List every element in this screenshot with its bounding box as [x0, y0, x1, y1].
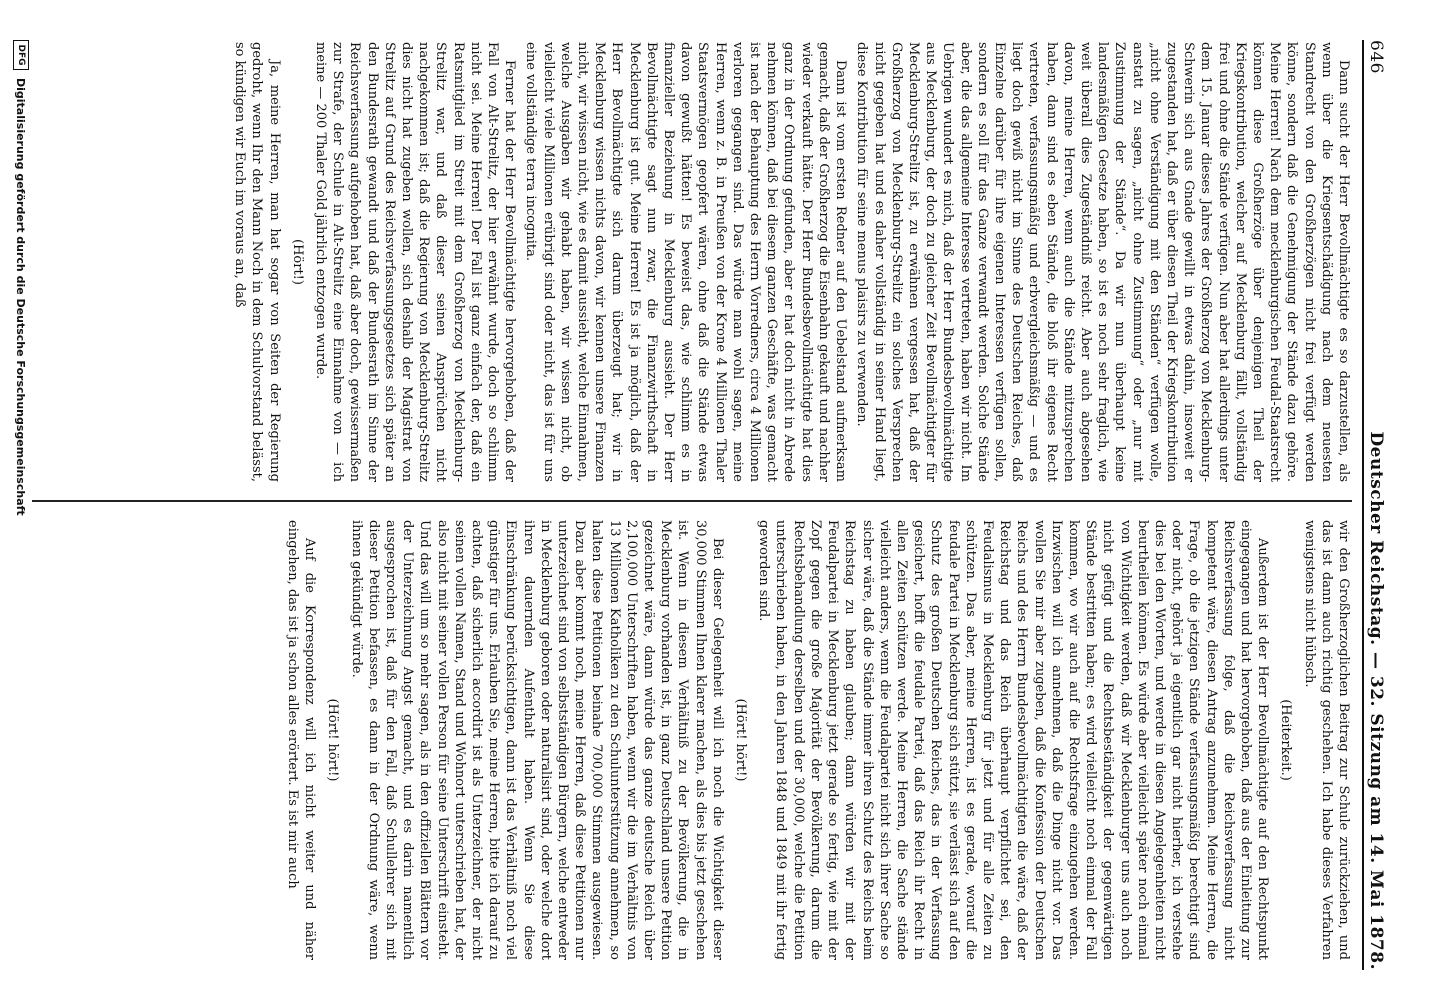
page-number: 646 [1366, 40, 1386, 74]
dfg-logo-icon: DFG [13, 40, 29, 70]
right-column [22, 520, 1352, 960]
paragraph: Dann ist vom ersten Redner auf den Uebelstand aufmerksam gemacht, daß der Großherzog die Eisenbahn gekauft und nachher wieder verkauft hätte. Der Herr Bundesbevollmächtigte hat dies ganz in der Ordnung gefunden, aber er hat doch nicht in Abrede nehmen können, daß bei diesem ganzen Geschäfte, was gemacht ist nach der Behauptung des Herrn Vorredners, circa 4 Millionen verloren gegangen sind. Das würde man wohl sagen, meine Herren, wenn z. B. in Preußen von der Krone 4 Millionen Thaler Staatsvermögen geopfert wären, ohne daß die Stände etwas davon gewußt hätten! Es beweist das, wie schlimm es in finanzieller Beziehung in Mecklenburg aussieht. Der Herr Bevollmächtigte sagt nun zwar, die Finanzwirthschaft in Mecklenburg ist gut. Meine Herren! Es ist ja möglich, daß der Herr Bevollmächtigte sich darum überzeugt hat; wir in Mecklenburg wissen nichts davon, wir kennen unsere Finanzen nicht, wir wissen nicht, wie es damit aussieht, welche Einnahmen, welche Ausgaben wir gehabt haben, wir wissen nicht, ob vielleicht viele Millionen erübrigt sind oder nicht, das ist für uns eine vollständige terra incognita. [523, 42, 849, 482]
left-column [22, 42, 1352, 482]
paragraph: Auf die Korrespondenz will ich nicht weiter und näher eingehen, das ist ja schon alles erörtert. Es ist mir auch [285, 520, 318, 960]
paragraph: Bei dieser Gelegenheit will ich noch die Wichtigkeit dieser 30,000 Stimmen Ihnen klarer machen, als dies bis jetzt geschehen ist. Wenn in diesem Verhältniß zu der Bevölkerung, die in Mecklenburg vorhanden ist, in ganz Deutschland unsere Petition gezeichnet wäre, dann würde das ganze deutsche Reich über 2,100,000 Unterschriften haben, wenn wir die im Verhältnis von 13 Millionen Katholiken zu den Schulunterstützung annehmen, so halten diese Petitionen beinahe 700,000 Stimmen ausgewiesen. Dazu aber kommt noch, meine Herren, daß diese Petitionen nur unterzeichnet sind von selbstständigen Bürgern, welche entweder in Mecklenburg geboren oder naturalisirt sind, oder welche dort ihren dauernden Aufenthalt haben. Wenn Sie diese Einschränkung berücksichtigen, dann ist das Verhältniß noch viel günstiger für uns. Erlauben Sie, meine Herren, bitte ich darauf zu achten, daß sicherlich accordirt ist als Unterzeichner, der nicht seinen vollen Namen, Stand und Wohnort unterschrieben hat, der also nicht mit seiner vollen Person für seine Unterschrift einsteht. Und das will um so mehr sagen, als in den offiziellen Blättern vor der Unterzeichnung Angst gemacht, und es darin namentlich ausgesprochen ist, daß für den Fall, daß Schullehrer sich mit dieser Petition befassen, es dann in der Ordnung wäre, wenn ihnen gekündigt würde. [348, 520, 725, 960]
interjection: (Hört!) [289, 239, 305, 285]
interjection: (Hört! hört!) [733, 698, 749, 782]
paragraph: wir den Großherzoglichen Beitrag zur Schule zurückziehen, und das ist dann auch richtig geschehen. Ich habe dieses Verfahren wenigstens nicht hübsch. [1301, 520, 1351, 960]
interjection: (Hört! hört!) [325, 698, 341, 782]
credit-text: Digitalisierung gefördert durch die Deutsche Forschungsgemeinschaft [14, 78, 28, 516]
column-divider [32, 500, 1352, 502]
interjection: (Heiterkeit.) [1278, 699, 1294, 781]
footer-credit [10, 40, 32, 970]
page-header [1362, 40, 1392, 970]
paragraph: Ja, meine Herren, man hat sogar von Seiten der Regierung gedroht, wenn Ihr den Mann Noch in dem Schulvorstand belässt, so kündigen wir Euch im voraus an, daß [232, 42, 282, 482]
paragraph: Außerdem ist der Herr Bevollmächtigte auf den Rechtspunkt eingegangen und hat hervorgehoben, daß aus der Einleitung zur Reichsverfassung folge, daß die Reichsverfassung nicht kompetent wäre, diesen Antrag anzunehmen. Meine Herren, die Frage, ob die jetzigen Stände verfassungsmäßig berechtigt sind oder nicht, gehört ja eigentlich gar nicht hierher, ich verstehe dies bei den Worten, und werde in diesen Angelegenheiten nicht beurtheilen können. Es würde aber vielleicht später noch einmal von Wichtigkeit werden, daß wir Mecklenburger uns auch noch nicht gefügt und die Rechtsbeständigkeit der gegenwärtigen Stände bestritten haben; es wird vielleicht noch einmal der Fall kommen, wo wir auch auf die Rechtsfrage einzugehen werden. Inzwischen will ich annehmen, daß die Dinge nicht vor. Das wollen Sie mir aber zugeben, daß die Konfession der Deutschen Reichs und des Herrn Bundesbevollmächtigten die wäre, daß der Reichstag und das Reich überhaupt verpflichtet sei, den Feudalismus in Mecklenburg für jetzt und für alle Zeiten zu schützen. Das aber, meine Herren, ist es gerade, worauf die feudale Partei in Mecklenburg sich stützt, sie verlässt sich auf den Schutz des großen Deutschen Reiches, das in der Verfassung gesichert, hofft die feudale Partei, daß das Reich ihr Recht in allen Zeiten schützen werde. Meine Herren, die Sache stände vielleicht anders, wenn die Feudalpartei nicht sich ihrer Sache so sicher wäre, daß die Stände immer ihren Schutz des Reichs beim Reichstag zu haben glauben; dann würden wir mit der Feudalpartei in Mecklenburg jetzt gerade so fertig, wie mit der Zopf gegen die große Majorität der Bevölkerung, darum die Rechtsbehandlung derselben und der 30,000, welche die Petition unterschrieben haben, in den Jahren 1848 und 1849 mit ihr fertig geworden sind. [756, 520, 1271, 960]
page-title: Deutscher Reichstag. — 32. Sitzung am 14. Mai 1878. [1366, 431, 1386, 970]
paragraph: Ferner hat der Herr Bevollmächtigte hervorgehoben, daß der Fall von Alt-Strelitz, der hier erwähnt wurde, doch so schlimm nicht sei. Meine Herren! Der Fall ist ganz einfach der, daß ein Ratsmitglied im Streit mit dem Großherzog von Mecklenburg-Strelitz war, und daß dieser seinen Ansprüchen nicht nachgekommen ist; daß die Regierung von Mecklenburg-Strelitz dies nicht hat zugeben wollen, sich deshalb der Magistrat von Strelitz auf Grund des Reichsverfassungsgesetzes sich später an den Bundesrath gewandt und daß der Bundesrath im Sinne der Reichsverfassung aufgehoben hat, daß aber doch, gewissermaßen zur Strafe, der Schule in Alt-Strelitz eine Einnahme von — ich meine — 200 Thaler Gold jährlich entzogen wurde. [313, 42, 518, 482]
paragraph: Dann sucht der Herr Bevollmächtigte es so darzustellen, als wenn über die Kriegsentschädigung nach dem neuesten Standrecht von den Großherzögen nicht frei verfügt werden könne, sondern daß die Genehmigung der Stände dazu gehöre. Meine Herren! Nach dem mecklenburgischen Feudal-Staatsrecht können diese Großherzöge über denjenigen Theil der Kriegskontribution, welcher auf Mecklenburg fällt, vollständig frei und ohne die Stände verfügen. Nun aber hat allerdings unter dem 15. Januar dieses Jahres der Großherzog von Mecklenburg-Schwerin sich aus Gnade gewillt in etwas dahin, insoweit er zugestanden hat, daß er über diesen Theil der Kriegskontribution „nicht ohne Verständigung mit den Ständen“ verfügen wolle, anstatt zu sagen, „nicht ohne Zustimmung“ oder „nur mit Zustimmung der Stände“. Da wir nun überhaupt keine landesmäßigen Gesetze haben, so ist es noch sehr fraglich, wie weit überall dies Zugeständniß reicht. Aber auch abgesehen davon, meine Herren, wenn auch die Stände mitzusprechen haben, dann sind es eben Stände, die bloß ihr eigenes Recht vertreten, verfassungsmäßig und erbvergleichsmäßig — und es liegt doch gewiß nicht im Sinne des Deutschen Reiches, daß Einzelne darüber für ihre eigenen Interessen verfügen sollen, sondern es soll für das Ganze verwandt werden. Solche Stände aber, die das allgemeine Interesse vertreten, haben wir nicht. Im Uebrigen wundert es mich, daß der Herr Bundesbevollmächtigte aus Mecklenburg, der doch zu gleicher Zeit Bevollmächtigter für Mecklenburg-Strelitz ist, zu erwähnen vergessen hat, daß der Großherzog von Mecklenburg-Strelitz ein solches Versprechen nicht gegeben hat und es daher vollständig in seiner Hand liegt, diese Kontribution für seine menus plaisirs zu verwenden. [854, 42, 1351, 482]
